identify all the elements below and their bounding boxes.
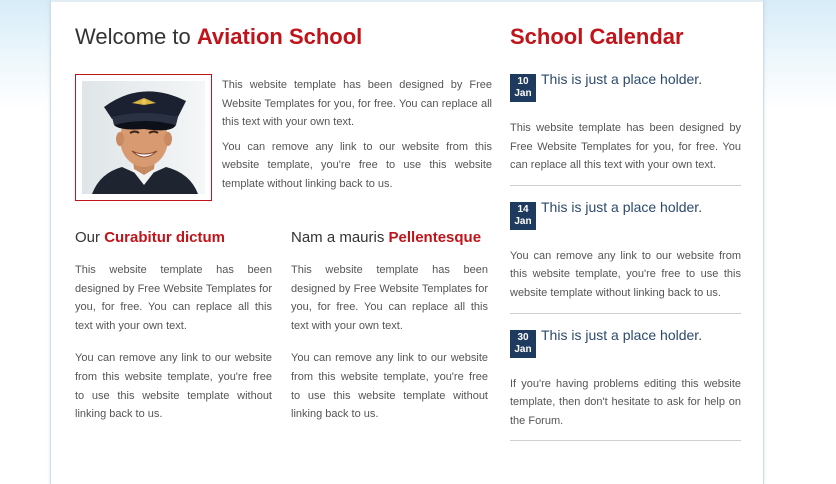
event-title: This is just a place holder. <box>541 71 703 87</box>
column-paragraph: This website template has been designed by Free Website Templates for you, for free. You can replace all this text with your own text. <box>291 264 488 332</box>
column-paragraph: You can remove any link to our website from this website template, you're free to use this website template without linking back to us. <box>75 352 272 421</box>
date-month: Jan <box>514 343 532 355</box>
event-title: This is just a place holder. <box>541 326 703 343</box>
feature-column <box>291 228 488 424</box>
calendar-title: School Calendar <box>510 24 684 49</box>
feature-column <box>75 228 272 424</box>
intro-paragraph: This website template has been designed by Free Website Templates for you, for free. You can replace all this text with your own text. <box>222 79 492 129</box>
date-badge <box>510 74 536 102</box>
date-day: 10 <box>517 76 529 87</box>
event-header <box>510 198 741 232</box>
calendar-event <box>510 326 741 442</box>
pilot-image <box>82 81 205 194</box>
date-day: 14 <box>517 203 529 215</box>
event-header <box>510 71 741 104</box>
main-content <box>75 22 493 421</box>
event-text: You can remove any link to our website from this website template, you're free to use this website template without linking back to us. <box>510 249 741 299</box>
calendar-event <box>510 198 741 314</box>
date-badge <box>510 202 536 230</box>
column-heading-highlight: Curabitur dictum <box>104 229 226 246</box>
column-paragraph: This website template has been designed by Free Website Templates for you, for free. You can replace all this text with your own text. <box>75 264 272 332</box>
intro-paragraph: You can remove any link to our website from this website template, you're free to use this website template without linking back to us. <box>222 140 492 190</box>
page-title-prefix: Welcome to <box>75 24 197 49</box>
date-month: Jan <box>514 88 532 99</box>
content-sheet <box>50 0 764 484</box>
column-heading-prefix: Our <box>75 229 105 246</box>
event-title: This is just a place holder. <box>541 198 703 215</box>
calendar-event <box>510 71 741 186</box>
column-heading <box>75 228 272 248</box>
pilot-photo <box>75 74 212 201</box>
date-badge <box>510 330 536 358</box>
page-title-highlight: Aviation School <box>196 24 363 49</box>
school-calendar <box>510 22 741 441</box>
intro-text <box>222 76 492 194</box>
intro-section <box>75 74 493 202</box>
column-paragraph: You can remove any link to our website from this website template, you're free to use this website template without linking back to us. <box>291 352 488 421</box>
event-text: This website template has been designed by Free Website Templates for you, for free. You can replace all this text with your own text. <box>510 122 741 172</box>
column-heading-highlight: Pellentesque <box>388 229 482 246</box>
date-day: 30 <box>517 331 529 343</box>
top-divider <box>51 0 763 2</box>
event-header <box>510 326 741 360</box>
column-heading-prefix: Nam a mauris <box>291 229 389 246</box>
page-title <box>75 22 493 52</box>
column-heading <box>291 228 488 248</box>
date-month: Jan <box>514 215 532 227</box>
event-text: If you're having problems editing this website template, then don't hesitate to ask for help on the Forum. <box>510 377 741 427</box>
